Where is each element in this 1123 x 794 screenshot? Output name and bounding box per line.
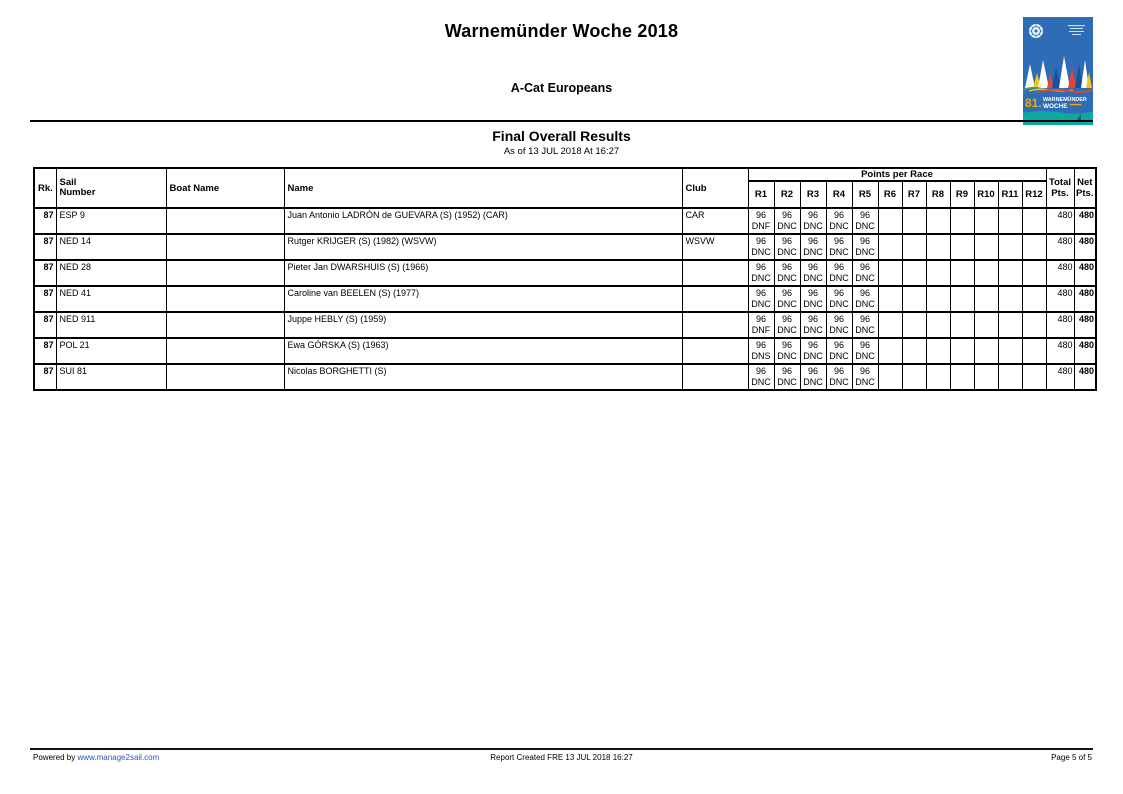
race-code: DNC <box>803 299 823 309</box>
footer-report-created: Report Created FRE 13 JUL 2018 16:27 <box>490 753 633 762</box>
race-cell <box>826 260 852 286</box>
race-points: 96 <box>781 340 792 350</box>
race-points: 96 <box>833 314 844 324</box>
logo-name-line2: WOCHE <box>1043 103 1068 110</box>
race-cell <box>878 234 902 260</box>
race-column-header: R2 <box>774 181 800 208</box>
race-cell <box>852 260 878 286</box>
race-points: 96 <box>781 262 792 272</box>
race-cell <box>748 312 774 338</box>
race-points: 96 <box>755 366 766 376</box>
race-cell <box>878 364 902 390</box>
race-cell <box>926 312 950 338</box>
sail-number-header-text: Sail Number <box>59 176 96 198</box>
race-points: 96 <box>755 236 766 246</box>
club-cell <box>682 286 748 312</box>
rank-cell: 87 <box>34 260 56 286</box>
race-points: 96 <box>781 210 792 220</box>
club-cell <box>682 260 748 286</box>
total-points-cell: 480 <box>1046 260 1074 286</box>
race-cell <box>974 338 998 364</box>
results-tbody <box>34 208 1096 390</box>
race-code: DNC <box>855 325 875 335</box>
logo-name-line1: WARNEMÜNDER <box>1043 97 1087 103</box>
sail-number-cell: POL 21 <box>56 338 166 364</box>
race-cell <box>926 338 950 364</box>
race-cell <box>826 286 852 312</box>
race-code: DNC <box>829 325 849 335</box>
race-cell <box>950 364 974 390</box>
report-timestamp: As of 13 JUL 2018 At 16:27 <box>503 146 620 157</box>
boat-name-cell <box>166 260 284 286</box>
race-points: 96 <box>781 366 792 376</box>
race-cell <box>800 208 826 234</box>
race-cell <box>902 338 926 364</box>
race-points: 96 <box>859 288 870 298</box>
race-points: 96 <box>807 314 818 324</box>
race-points: 96 <box>781 236 792 246</box>
race-cell <box>926 286 950 312</box>
race-code: DNC <box>751 299 771 309</box>
race-code: DNS <box>751 351 771 361</box>
sail-number-cell: NED 14 <box>56 234 166 260</box>
race-column-header: R1 <box>748 181 774 208</box>
race-points: 96 <box>833 236 844 246</box>
race-cell <box>902 234 926 260</box>
race-cell <box>926 234 950 260</box>
results-table <box>33 167 1097 391</box>
race-cell <box>998 312 1022 338</box>
race-cell <box>800 234 826 260</box>
race-code: DNC <box>777 351 797 361</box>
race-column-header: R12 <box>1022 181 1046 208</box>
race-cell <box>974 364 998 390</box>
race-cell <box>902 364 926 390</box>
race-points: 96 <box>807 236 818 246</box>
race-code: DNC <box>751 247 771 257</box>
race-code: DNC <box>855 351 875 361</box>
result-row <box>34 208 1096 234</box>
race-cell <box>878 312 902 338</box>
result-row <box>34 364 1096 390</box>
boat-name-cell <box>166 338 284 364</box>
name-cell: Juppe HEBLY (S) (1959) <box>284 312 682 338</box>
race-code: DNC <box>803 325 823 335</box>
race-cell <box>774 208 800 234</box>
race-points: 96 <box>859 210 870 220</box>
race-code: DNC <box>855 273 875 283</box>
race-cell <box>774 234 800 260</box>
powered-by-label: Powered by <box>33 753 78 762</box>
event-logo <box>1023 17 1093 125</box>
boat-name-cell <box>166 364 284 390</box>
race-cell <box>748 208 774 234</box>
race-points: 96 <box>755 262 766 272</box>
race-cell <box>826 208 852 234</box>
race-cell <box>1022 234 1046 260</box>
race-cell <box>1022 260 1046 286</box>
race-cell <box>826 338 852 364</box>
race-cell <box>826 234 852 260</box>
race-points: 96 <box>807 288 818 298</box>
race-cell <box>950 286 974 312</box>
net-points-cell: 480 <box>1074 312 1096 338</box>
net-points-cell: 480 <box>1074 338 1096 364</box>
boat-name-cell <box>166 234 284 260</box>
race-cell <box>926 260 950 286</box>
race-cell <box>748 260 774 286</box>
race-points: 96 <box>781 314 792 324</box>
race-cell <box>774 338 800 364</box>
race-cell <box>950 234 974 260</box>
sail-number-cell: SUI 81 <box>56 364 166 390</box>
rank-cell: 87 <box>34 286 56 312</box>
column-header-name: Name <box>284 168 682 208</box>
race-code: DNC <box>803 221 823 231</box>
race-code: DNC <box>829 377 849 387</box>
race-code: DNC <box>829 247 849 257</box>
race-points: 96 <box>755 314 766 324</box>
net-points-cell: 480 <box>1074 234 1096 260</box>
net-points-cell: 480 <box>1074 286 1096 312</box>
race-cell <box>950 208 974 234</box>
race-cell <box>974 260 998 286</box>
race-code: DNF <box>751 221 771 231</box>
race-code: DNC <box>855 377 875 387</box>
race-cell <box>852 286 878 312</box>
race-column-header: R9 <box>950 181 974 208</box>
manage2sail-link[interactable]: www.manage2sail.com <box>77 753 160 762</box>
boat-name-cell <box>166 286 284 312</box>
race-cell <box>1022 364 1046 390</box>
race-code: DNC <box>803 273 823 283</box>
race-code: DNC <box>777 377 797 387</box>
column-header-net-points: Net Pts. <box>1074 168 1096 208</box>
total-points-cell: 480 <box>1046 234 1074 260</box>
race-cell <box>852 208 878 234</box>
sail-number-cell: NED 28 <box>56 260 166 286</box>
race-points: 96 <box>859 236 870 246</box>
race-cell <box>748 364 774 390</box>
race-points: 96 <box>859 262 870 272</box>
race-points: 96 <box>859 366 870 376</box>
race-cell <box>926 364 950 390</box>
result-row <box>34 312 1096 338</box>
race-cell <box>852 338 878 364</box>
race-code: DNC <box>803 377 823 387</box>
race-cell <box>1022 338 1046 364</box>
column-header-sail-number <box>56 168 166 208</box>
race-cell <box>1022 208 1046 234</box>
result-row <box>34 286 1096 312</box>
race-points: 96 <box>755 210 766 220</box>
name-cell: Juan Antonio LADRÓN de GUEVARA (S) (1952) (CAR) <box>284 208 682 234</box>
club-cell: CAR <box>682 208 748 234</box>
rank-cell: 87 <box>34 364 56 390</box>
club-cell <box>682 312 748 338</box>
total-points-cell: 480 <box>1046 338 1074 364</box>
race-cell <box>998 338 1022 364</box>
race-points: 96 <box>807 262 818 272</box>
column-header-total-points: Total Pts. <box>1046 168 1074 208</box>
race-cell <box>878 260 902 286</box>
report-title: Final Overall Results <box>492 128 631 144</box>
club-cell <box>682 338 748 364</box>
race-column-header: R10 <box>974 181 998 208</box>
sail-number-cell: ESP 9 <box>56 208 166 234</box>
boat-name-cell <box>166 312 284 338</box>
event-title: Warnemünder Woche 2018 <box>444 21 679 41</box>
race-column-header: R5 <box>852 181 878 208</box>
race-points: 96 <box>755 288 766 298</box>
club-cell <box>682 364 748 390</box>
race-points: 96 <box>833 210 844 220</box>
race-cell <box>800 364 826 390</box>
race-cell <box>748 286 774 312</box>
race-points: 96 <box>807 210 818 220</box>
club-cell: WSVW <box>682 234 748 260</box>
race-cell <box>774 286 800 312</box>
name-cell: Caroline van BEELEN (S) (1977) <box>284 286 682 312</box>
race-cell <box>774 312 800 338</box>
race-cell <box>974 234 998 260</box>
race-cell <box>826 364 852 390</box>
event-subtitle: A-Cat Europeans <box>510 81 613 95</box>
rank-cell: 87 <box>34 338 56 364</box>
total-points-cell: 480 <box>1046 286 1074 312</box>
race-cell <box>852 364 878 390</box>
name-cell: Ewa GÓRSKA (S) (1963) <box>284 338 682 364</box>
race-points: 96 <box>807 366 818 376</box>
race-cell <box>748 234 774 260</box>
race-cell <box>800 286 826 312</box>
net-points-cell: 480 <box>1074 364 1096 390</box>
race-code: DNC <box>803 351 823 361</box>
race-code: DNC <box>751 377 771 387</box>
name-cell: Pieter Jan DWARSHUIS (S) (1966) <box>284 260 682 286</box>
race-cell <box>950 338 974 364</box>
race-points: 96 <box>859 314 870 324</box>
column-header-boat-name: Boat Name <box>166 168 284 208</box>
race-code: DNC <box>777 273 797 283</box>
race-cell <box>826 312 852 338</box>
race-code: DNC <box>855 221 875 231</box>
column-header-points-per-race: Points per Race <box>748 168 1046 181</box>
race-cell <box>998 208 1022 234</box>
race-points: 96 <box>833 288 844 298</box>
sail-number-cell: NED 911 <box>56 312 166 338</box>
race-cell <box>852 234 878 260</box>
race-cell <box>878 286 902 312</box>
race-column-header: R3 <box>800 181 826 208</box>
race-cell <box>774 364 800 390</box>
race-points: 96 <box>781 288 792 298</box>
result-row <box>34 234 1096 260</box>
race-cell <box>974 312 998 338</box>
race-code: DNC <box>829 273 849 283</box>
race-column-header: R11 <box>998 181 1022 208</box>
rank-cell: 87 <box>34 312 56 338</box>
race-cell <box>748 338 774 364</box>
race-points: 96 <box>833 340 844 350</box>
race-code: DNC <box>855 299 875 309</box>
header-divider <box>30 120 1093 122</box>
race-cell <box>1022 286 1046 312</box>
warnemuender-woche-poster-icon <box>1023 17 1093 125</box>
race-code: DNC <box>803 247 823 257</box>
race-cell <box>800 312 826 338</box>
race-cell <box>878 208 902 234</box>
race-code: DNC <box>777 299 797 309</box>
race-cell <box>774 260 800 286</box>
race-cell <box>1022 312 1046 338</box>
result-row <box>34 260 1096 286</box>
name-cell: Nicolas BORGHETTI (S) <box>284 364 682 390</box>
total-points-cell: 480 <box>1046 312 1074 338</box>
race-cell <box>878 338 902 364</box>
race-code: DNC <box>829 299 849 309</box>
net-points-cell: 480 <box>1074 260 1096 286</box>
sail-number-cell: NED 41 <box>56 286 166 312</box>
footer-divider <box>30 748 1093 750</box>
race-column-header: R6 <box>878 181 902 208</box>
race-cell <box>950 312 974 338</box>
logo-edition-number: 81. <box>1025 96 1042 110</box>
boat-name-cell <box>166 208 284 234</box>
race-code: DNC <box>829 351 849 361</box>
race-points: 96 <box>833 262 844 272</box>
race-cell <box>902 286 926 312</box>
total-points-cell: 480 <box>1046 208 1074 234</box>
race-cell <box>800 260 826 286</box>
race-cell <box>800 338 826 364</box>
race-code: DNC <box>751 273 771 283</box>
race-cell <box>998 364 1022 390</box>
name-cell: Rutger KRIJGER (S) (1982) (WSVW) <box>284 234 682 260</box>
race-points: 96 <box>755 340 766 350</box>
race-column-header: R4 <box>826 181 852 208</box>
footer-page-number: Page 5 of 5 <box>1051 753 1092 762</box>
race-points: 96 <box>859 340 870 350</box>
race-cell <box>902 208 926 234</box>
net-points-cell: 480 <box>1074 208 1096 234</box>
rank-cell: 87 <box>34 234 56 260</box>
column-header-club: Club <box>682 168 748 208</box>
race-cell <box>852 312 878 338</box>
race-cell <box>974 286 998 312</box>
race-column-header: R8 <box>926 181 950 208</box>
race-code: DNC <box>777 221 797 231</box>
race-code: DNC <box>829 221 849 231</box>
column-header-rank: Rk. <box>34 168 56 208</box>
race-column-header: R7 <box>902 181 926 208</box>
race-cell <box>950 260 974 286</box>
race-cell <box>902 312 926 338</box>
result-row <box>34 338 1096 364</box>
race-cell <box>902 260 926 286</box>
race-code: DNC <box>777 325 797 335</box>
race-cell <box>998 234 1022 260</box>
race-points: 96 <box>807 340 818 350</box>
rank-cell: 87 <box>34 208 56 234</box>
race-cell <box>926 208 950 234</box>
race-cell <box>974 208 998 234</box>
race-cell <box>998 260 1022 286</box>
total-points-cell: 480 <box>1046 364 1074 390</box>
race-cell <box>998 286 1022 312</box>
race-code: DNF <box>751 325 771 335</box>
race-points: 96 <box>833 366 844 376</box>
race-code: DNC <box>777 247 797 257</box>
race-code: DNC <box>855 247 875 257</box>
